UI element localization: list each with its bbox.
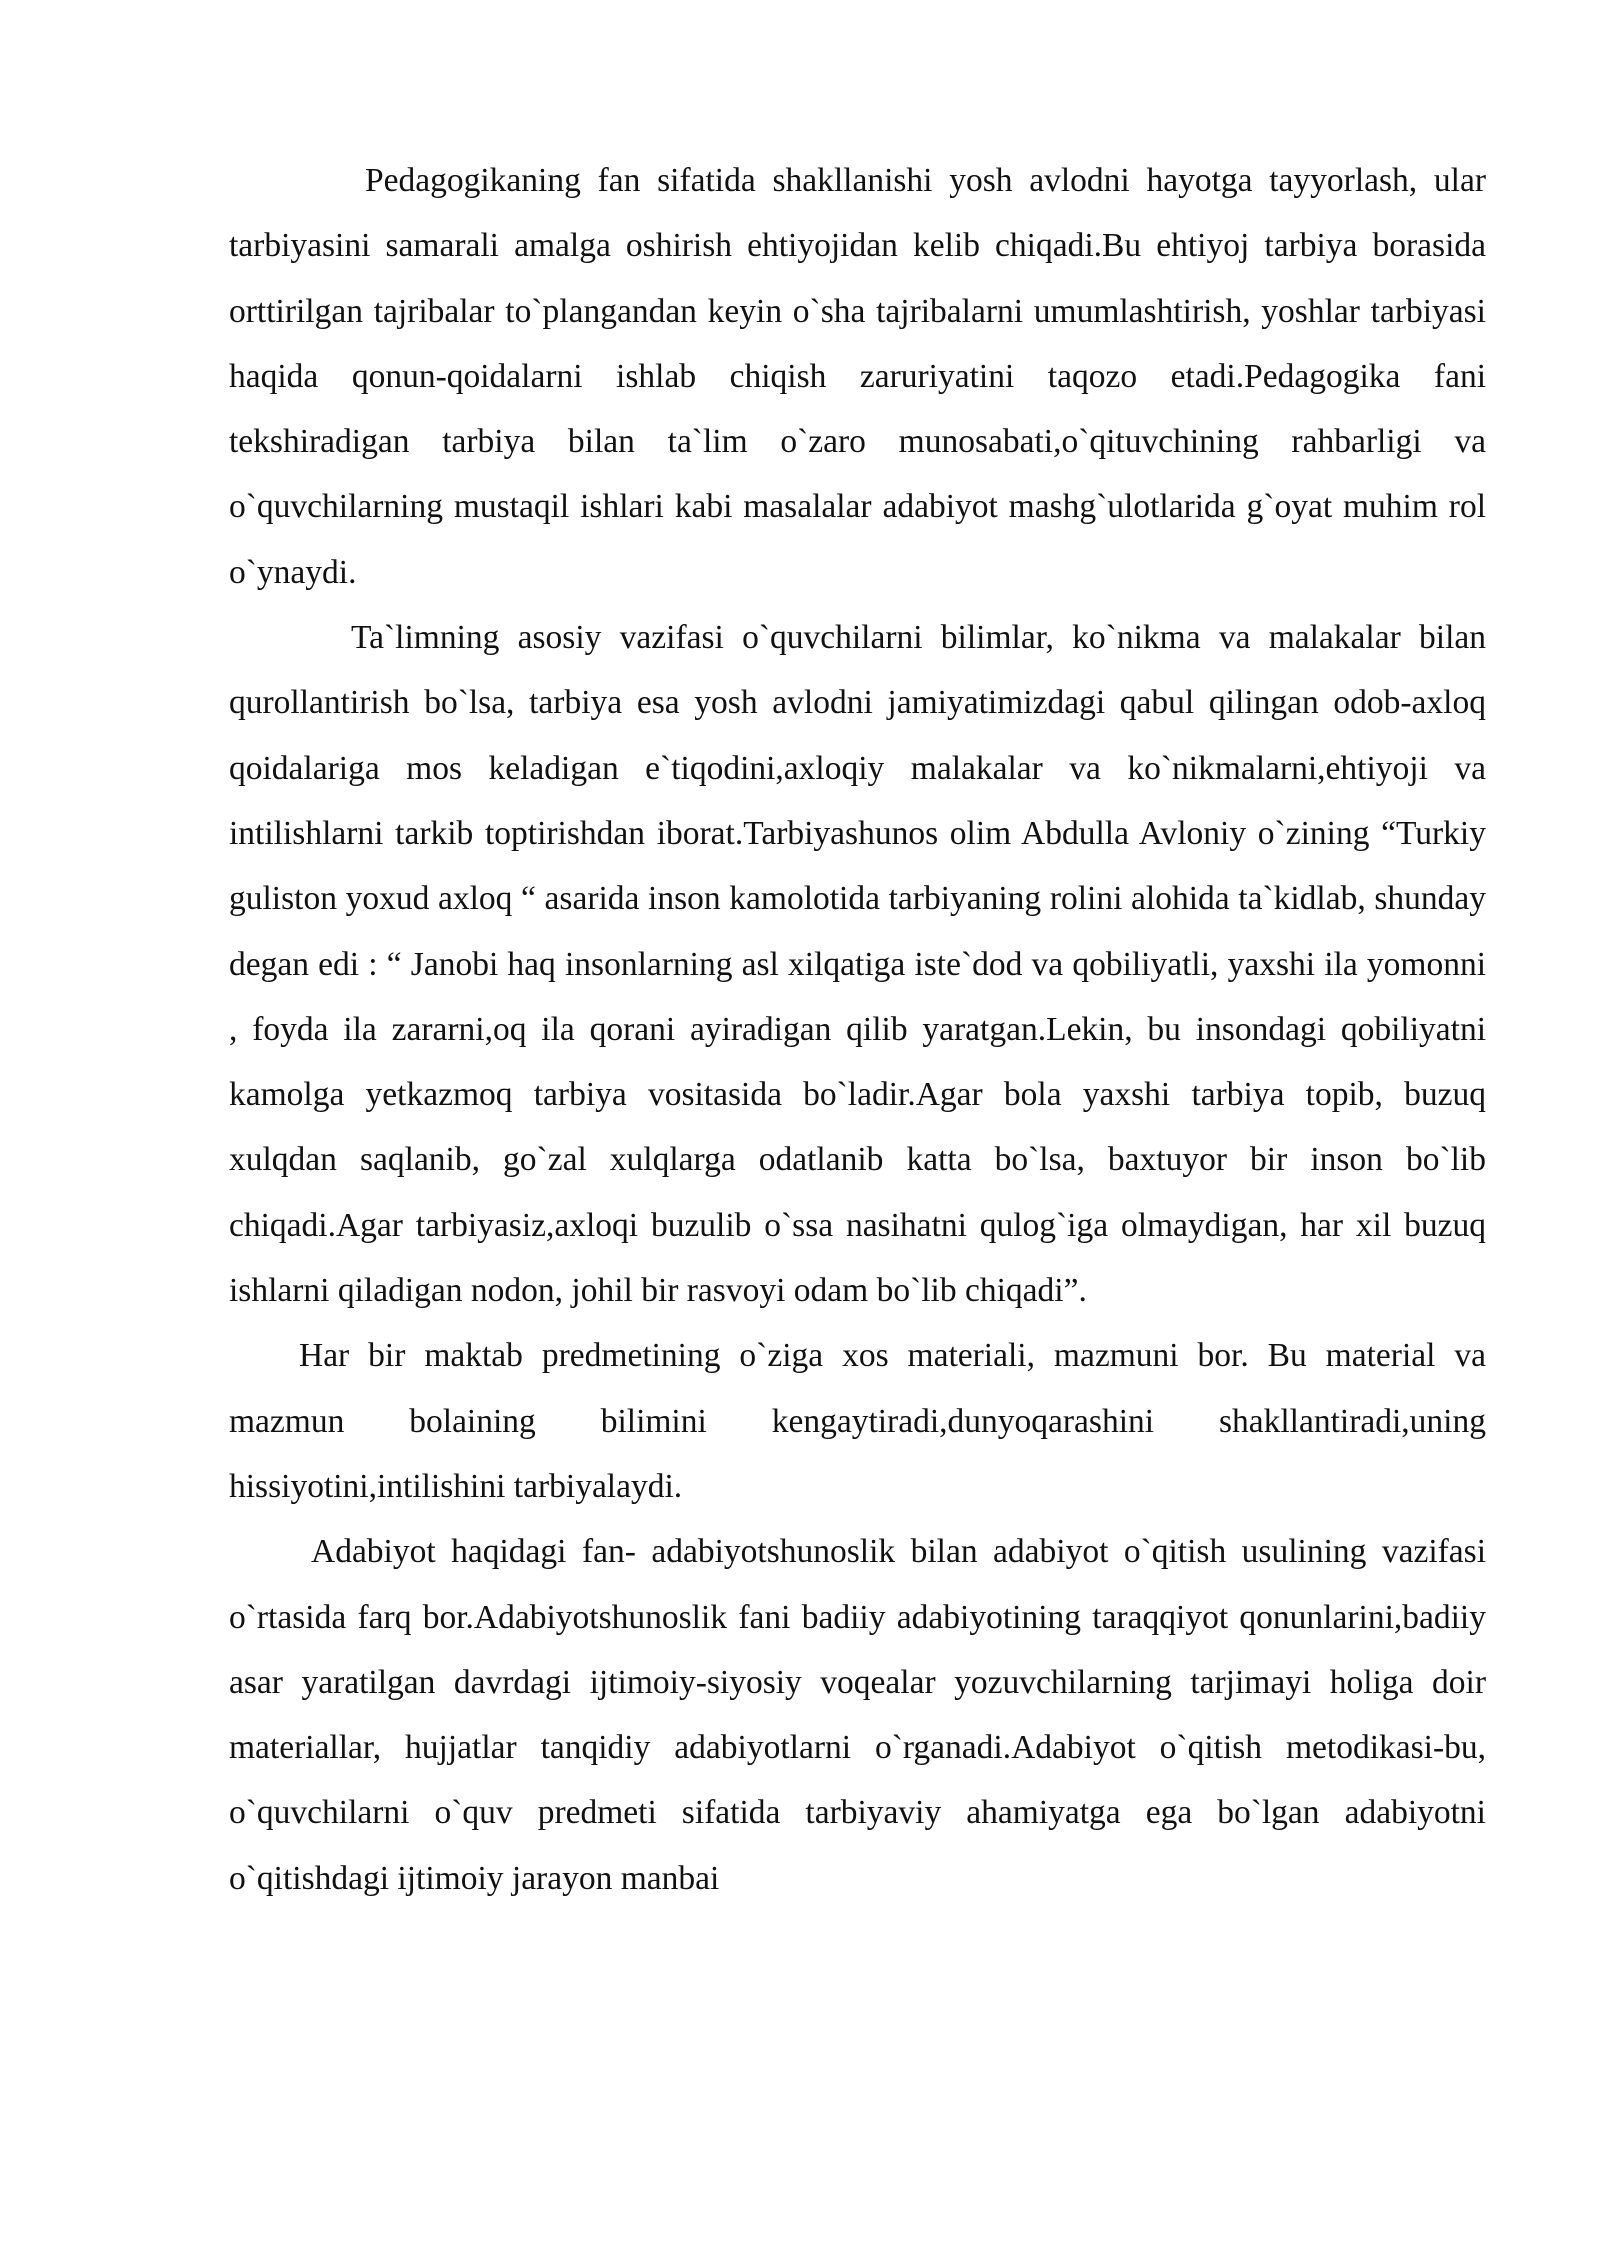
paragraph-school-subjects: Har bir maktab predmetining o`ziga xos materiali, mazmuni bor. Bu material va mazmun bolaining bilimini kengaytiradi,dunyoqarashini shakllantiradi,uning hissiyotini,intilishini tarbiyalaydi. <box>229 1337 1486 1505</box>
document-body <box>229 148 1486 1911</box>
paragraph-literature-methodology: Adabiyot haqidagi fan- adabiyotshunoslik bilan adabiyot o`qitish usulining vazifasi o`rtasida farq bor.Adabiyotshunoslik fani badiiy adabiyotining taraqqiyot qonunlarini,badiiy asar yaratilgan davrdagi ijtimoiy-siyosiy voqealar yozuvchilarning tarjimayi holiga doir materiallar, hujjatlar tanqidiy adabiyotlarni o`rganadi.Adabiyot o`qitish metodikasi-bu, o`quvchilarni o`quv predmeti sifatida tarbiyaviy ahamiyatga ega bo`lgan adabiyotni o`qitishdagi ijtimoiy jarayon manbai <box>229 1533 1486 1897</box>
paragraph-pedagogy-intro: Pedagogikaning fan sifatida shakllanishi yosh avlodni hayotga tayyorlash, ular tarbiyasini samarali amalga oshirish ehtiyojidan kelib chiqadi.Bu ehtiyoj tarbiya borasida orttirilgan tajribalar to`plangandan keyin o`sha tajribalarni umumlashtirish, yoshlar tarbiyasi haqida qonun-qoidalarni ishlab chiqish zaruriyatini taqozo etadi.Pedagogika fani tekshiradigan tarbiya bilan ta`lim o`zaro munosabati,o`qituvchining rahbarligi va o`quvchilarning mustaqil ishlari kabi masalalar adabiyot mashg`ulotlarida g`oyat muhim rol o`ynaydi. <box>229 162 1486 591</box>
paragraph-education-goals: Ta`limning asosiy vazifasi o`quvchilarni bilimlar, ko`nikma va malakalar bilan qurollantirish bo`lsa, tarbiya esa yosh avlodni jamiyatimizdagi qabul qilingan odob-axloq qoidalariga mos keladigan e`tiqodini,axloqiy malakalar va ko`nikmalarni,ehtiyoji va intilishlarni tarkib toptirishdan iborat.Tarbiyashunos olim Abdulla Avloniy o`zining “Turkiy guliston yoxud axloq “ asarida inson kamolotida tarbiyaning rolini alohida ta`kidlab, shunday degan edi : “ Janobi haq insonlarning asl xilqatiga iste`dod va qobiliyatli, yaxshi ila yomonni , foyda ila zararni,oq ila qorani ayiradigan qilib yaratgan.Lekin, bu insondagi qobiliyatni kamolga yetkazmoq tarbiya vositasida bo`ladir.Agar bola yaxshi tarbiya topib, buzuq xulqdan saqlanib, go`zal xulqlarga odatlanib katta bo`lsa, baxtuyor bir inson bo`lib chiqadi.Agar tarbiyasiz,axloqi buzulib o`ssa nasihatni qulog`iga olmaydigan, har xil buzuq ishlarni qiladigan nodon, johil bir rasvoyi odam bo`lib chiqadi”. <box>229 619 1486 1310</box>
